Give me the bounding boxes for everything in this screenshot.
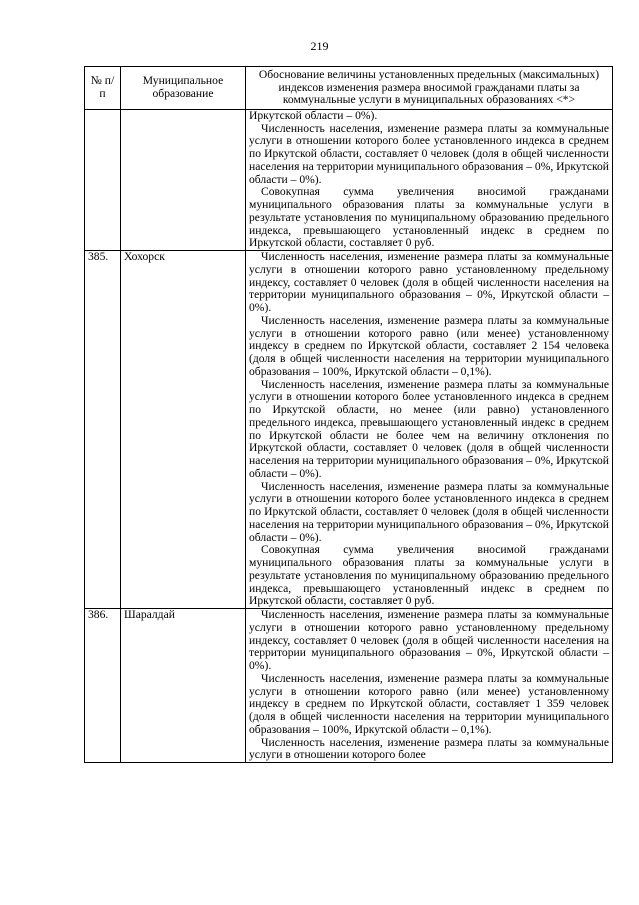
page-number: 219 [310, 39, 329, 53]
row-justification [246, 251, 613, 609]
justification-paragraph: Численность населения, изменение размера платы за коммунальные услуги в отношении которого равно (или менее) установленному индексу в среднем по Иркутской области, составляет 1 359 человек (доля в общей численности населения на территории муниципального образования – 100%, Иркутской области – 0,1%). [249, 671, 609, 736]
justification-paragraph: Численность населения, изменение размера платы за коммунальные услуги в отношении которого более установленного индекса в среднем по Иркутской области, составляет 0 человек (доля в общей численности населения на территории муниципального образования – 0%, Иркутской области – 0%). [249, 121, 609, 186]
header-number: № п/п [85, 67, 121, 110]
justification-paragraph: Численность населения, изменение размера платы за коммунальные услуги в отношении которого более установленного индекса в среднем по Иркутской области, но менее (или равно) установленного предельного индекса, превышающего установленный индекс в среднем по Иркутской области не более чем на величину отклонения по Иркутской области, составляет 0 человек (доля в общей численности населения на территории муниципального образования – 0%, Иркутской области – 0%). [249, 377, 609, 480]
row-justification [246, 609, 613, 763]
justification-paragraph: Численность населения, изменение размера платы за коммунальные услуги в отношении которого равно (или менее) установленному индексу в среднем по Иркутской области, составляет 2 154 человека (доля в общей численности населения на территории муниципального образования – 100%, Иркутской области – 0,1%). [249, 313, 609, 378]
justification-paragraph: Иркутской области – 0%). [249, 108, 378, 122]
row-municipality: Хохорск [121, 251, 246, 609]
justification-paragraph: Численность населения, изменение размера платы за коммунальные услуги в отношении которого более установленного индекса в среднем по Иркутской области, составляет 0 человек (доля в общей численности населения на территории муниципального образования – 0%, Иркутской области – 0%). [249, 479, 609, 544]
header-justification: Обоснование величины установленных предельных (максимальных) индексов изменения размера вносимой гражданами платы за коммунальные услуги в муниципальных образованиях <*> [246, 67, 613, 110]
row-number: 385. [85, 251, 121, 609]
row-number [85, 109, 121, 250]
row-justification [246, 109, 613, 250]
municipal-index-table [84, 66, 613, 763]
row-municipality [121, 109, 246, 250]
row-municipality: Шаралдай [121, 609, 246, 763]
header-municipality: Муниципальное образование [121, 67, 246, 110]
table-row [85, 609, 613, 763]
justification-paragraph: Численность населения, изменение размера платы за коммунальные услуги в отношении которого равно установленному предельному индексу, составляет 0 человек (доля в общей численности населения на территории муниципального образования – 0%, Иркутской области – 0%). [249, 250, 609, 315]
table-header-row [85, 67, 613, 110]
table-row [85, 109, 613, 250]
justification-paragraph: Численность населения, изменение размера платы за коммунальные услуги в отношении которого равно установленному предельному индексу, составляет 0 человек (доля в общей численности населения на территории муниципального образования – 0%, Иркутской области – 0%). [249, 608, 609, 673]
justification-paragraph: Численность населения, изменение размера платы за коммунальные услуги в отношении которого более [249, 735, 609, 762]
justification-paragraph: Совокупная сумма увеличения вносимой гражданами муниципального образования платы за коммунальные услуги в результате установления по муниципальному образованию предельного индекса, превышающего установленный индекс в среднем по Иркутской области, составляет 0 руб. [249, 543, 609, 608]
justification-paragraph: Совокупная сумма увеличения вносимой гражданами муниципального образования платы за коммунальные услуги в результате установления по муниципальному образованию предельного индекса, превышающего установленный индекс в среднем по Иркутской области, составляет 0 руб. [249, 185, 609, 250]
row-number: 386. [85, 609, 121, 763]
table-row [85, 251, 613, 609]
